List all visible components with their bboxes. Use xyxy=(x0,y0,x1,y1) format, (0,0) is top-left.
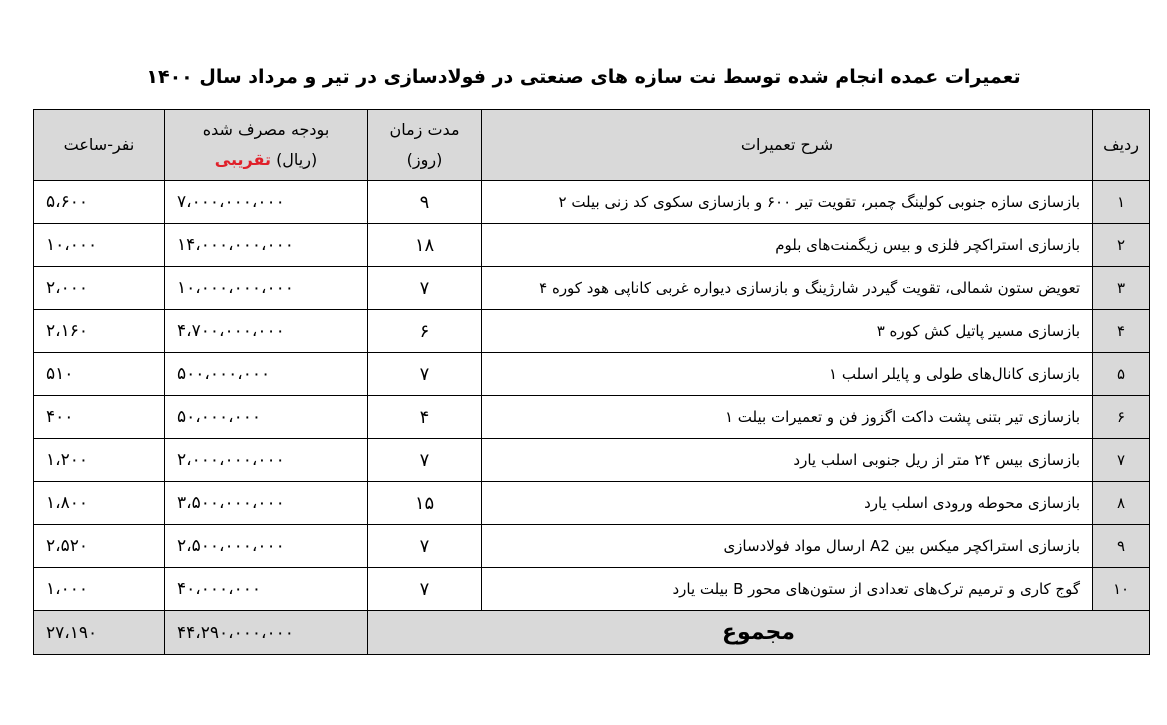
cell-budget xyxy=(165,439,368,482)
cell-duration: ۱۵ xyxy=(368,482,482,525)
table-row xyxy=(34,568,1150,611)
total-label: مجموع xyxy=(368,611,1150,655)
budget-value: ۳،۵۰۰،۰۰۰،۰۰۰ xyxy=(177,493,285,513)
cell-duration: ۷ xyxy=(368,525,482,568)
table-row xyxy=(34,439,1150,482)
cell-duration: ۴ xyxy=(368,396,482,439)
cell-budget xyxy=(165,224,368,267)
cell-budget xyxy=(165,310,368,353)
man-hours-value: ۵،۶۰۰ xyxy=(46,192,89,212)
cell-description: گوج کاری و ترمیم ترک‌های تعدادی از ستون‌های محور B بیلت یارد xyxy=(482,568,1093,611)
header-budget-approx: تقریبی xyxy=(214,150,271,169)
header-budget-unit: (ریال) xyxy=(276,150,318,169)
table-row xyxy=(34,482,1150,525)
table-row xyxy=(34,267,1150,310)
cell-budget xyxy=(165,525,368,568)
cell-man-hours xyxy=(34,181,165,224)
cell-man-hours xyxy=(34,525,165,568)
cell-radif: ۱ xyxy=(1093,181,1150,224)
cell-description: بازسازی تیر بتنی پشت داکت اگزوز فن و تعمیرات بیلت ۱ xyxy=(482,396,1093,439)
total-budget-value: ۴۴،۲۹۰،۰۰۰،۰۰۰ xyxy=(177,622,294,643)
cell-radif: ۵ xyxy=(1093,353,1150,396)
man-hours-value: ۲،۵۲۰ xyxy=(46,536,89,556)
cell-man-hours xyxy=(34,310,165,353)
cell-description: بازسازی استراکچر فلزی و بیس زیگمنت‌های بلوم xyxy=(482,224,1093,267)
cell-man-hours xyxy=(34,396,165,439)
cell-budget xyxy=(165,267,368,310)
man-hours-value: ۱،۲۰۰ xyxy=(46,450,89,470)
cell-budget xyxy=(165,568,368,611)
budget-value: ۴۰،۰۰۰،۰۰۰ xyxy=(177,579,262,599)
cell-man-hours xyxy=(34,353,165,396)
budget-value: ۷،۰۰۰،۰۰۰،۰۰۰ xyxy=(177,192,285,212)
header-budget xyxy=(165,110,368,181)
cell-description: بازسازی استراکچر میکس بین A2 ارسال مواد فولادسازی xyxy=(482,525,1093,568)
cell-duration: ۷ xyxy=(368,353,482,396)
cell-man-hours xyxy=(34,439,165,482)
cell-description: بازسازی کانال‌های طولی و پایلر اسلب ۱ xyxy=(482,353,1093,396)
man-hours-value: ۲،۰۰۰ xyxy=(46,278,89,298)
header-duration-line1: مدت زمان xyxy=(389,120,460,139)
cell-budget xyxy=(165,482,368,525)
total-row xyxy=(34,611,1150,655)
repairs-table xyxy=(33,109,1150,655)
cell-radif: ۷ xyxy=(1093,439,1150,482)
header-budget-line1: بودجه مصرف شده xyxy=(202,120,330,139)
cell-duration: ۷ xyxy=(368,439,482,482)
table-row xyxy=(34,353,1150,396)
budget-value: ۱۴،۰۰۰،۰۰۰،۰۰۰ xyxy=(177,235,294,255)
man-hours-value: ۱،۸۰۰ xyxy=(46,493,89,513)
table-row xyxy=(34,525,1150,568)
cell-duration: ۹ xyxy=(368,181,482,224)
cell-man-hours xyxy=(34,482,165,525)
cell-description: بازسازی محوطه ورودی اسلب یارد xyxy=(482,482,1093,525)
cell-radif: ۳ xyxy=(1093,267,1150,310)
cell-duration: ۷ xyxy=(368,568,482,611)
cell-budget xyxy=(165,353,368,396)
cell-duration: ۶ xyxy=(368,310,482,353)
man-hours-value: ۱،۰۰۰ xyxy=(46,579,89,599)
table-row xyxy=(34,396,1150,439)
document-title: تعمیرات عمده انجام شده توسط نت سازه های صنعتی در فولادسازی در تیر و مرداد سال ۱۴۰۰ xyxy=(146,66,1021,88)
budget-value: ۲،۰۰۰،۰۰۰،۰۰۰ xyxy=(177,450,285,470)
header-duration-line2: (روز) xyxy=(406,150,443,169)
table-row xyxy=(34,310,1150,353)
cell-man-hours xyxy=(34,267,165,310)
cell-description: تعویض ستون شمالی، تقویت گیردر شارژینگ و بازسازی دیواره غربی کاناپی هود کوره ۴ xyxy=(482,267,1093,310)
man-hours-value: ۱۰،۰۰۰ xyxy=(46,235,98,255)
cell-man-hours xyxy=(34,568,165,611)
header-budget-line2 xyxy=(165,145,367,175)
header-man-hours: نفر-ساعت xyxy=(34,110,165,181)
budget-value: ۵۰،۰۰۰،۰۰۰ xyxy=(177,407,262,427)
cell-budget xyxy=(165,181,368,224)
cell-radif: ۸ xyxy=(1093,482,1150,525)
cell-description: بازسازی سازه جنوبی کولینگ چمبر، تقویت تیر ۶۰۰ و بازسازی سکوی کد زنی بیلت ۲ xyxy=(482,181,1093,224)
header-description: شرح تعمیرات xyxy=(482,110,1093,181)
header-radif: ردیف xyxy=(1093,110,1150,181)
total-man-hours-value: ۲۷،۱۹۰ xyxy=(46,622,98,643)
cell-radif: ۹ xyxy=(1093,525,1150,568)
cell-budget xyxy=(165,396,368,439)
man-hours-value: ۲،۱۶۰ xyxy=(46,321,89,341)
cell-radif: ۴ xyxy=(1093,310,1150,353)
budget-value: ۴،۷۰۰،۰۰۰،۰۰۰ xyxy=(177,321,285,341)
man-hours-value: ۵۱۰ xyxy=(46,364,74,384)
total-budget xyxy=(165,611,368,655)
table-header-row xyxy=(34,110,1150,181)
cell-description: بازسازی بیس ۲۴ متر از ریل جنوبی اسلب یارد xyxy=(482,439,1093,482)
man-hours-value: ۴۰۰ xyxy=(46,407,74,427)
table-row xyxy=(34,224,1150,267)
cell-radif: ۶ xyxy=(1093,396,1150,439)
cell-duration: ۷ xyxy=(368,267,482,310)
budget-value: ۲،۵۰۰،۰۰۰،۰۰۰ xyxy=(177,536,285,556)
cell-description: بازسازی مسیر پاتیل کش کوره ۳ xyxy=(482,310,1093,353)
cell-radif: ۲ xyxy=(1093,224,1150,267)
total-man-hours xyxy=(34,611,165,655)
header-duration xyxy=(368,110,482,181)
budget-value: ۵۰۰،۰۰۰،۰۰۰ xyxy=(177,364,271,384)
cell-radif: ۱۰ xyxy=(1093,568,1150,611)
cell-duration: ۱۸ xyxy=(368,224,482,267)
cell-man-hours xyxy=(34,224,165,267)
budget-value: ۱۰،۰۰۰،۰۰۰،۰۰۰ xyxy=(177,278,294,298)
table-row xyxy=(34,181,1150,224)
